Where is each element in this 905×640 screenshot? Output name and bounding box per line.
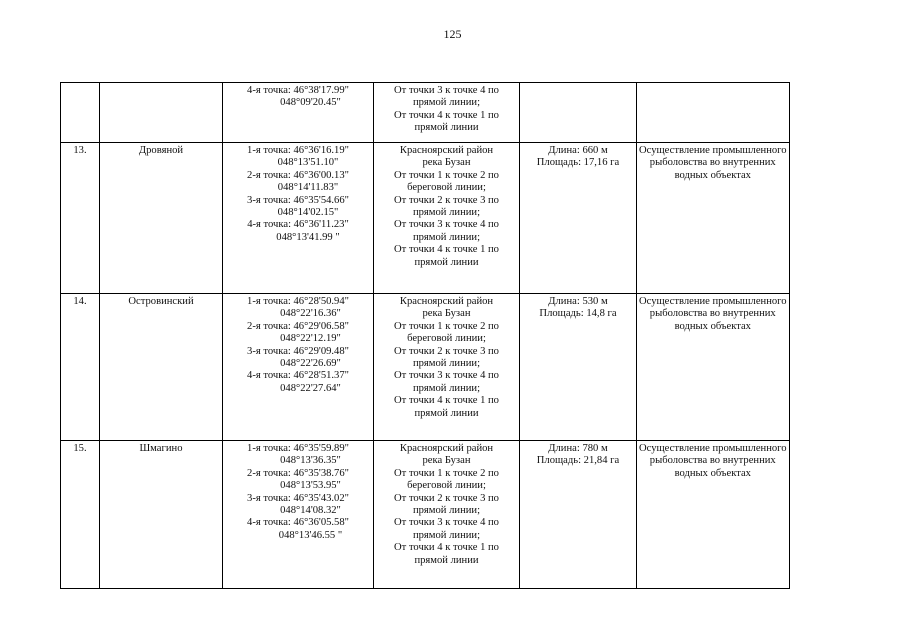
boundary-line: прямой линии;	[412, 382, 481, 394]
size-line: Длина: 780 м	[548, 443, 608, 454]
boundary-line: От точки 3 к точке 4 по	[394, 370, 499, 382]
coordinate-line: 2-я точка: 46°35'38.76"	[247, 467, 349, 479]
purpose-line: рыболовства во внутренних	[649, 455, 776, 467]
boundary-line: Красноярский район	[399, 296, 494, 307]
boundary-line: прямой линии;	[412, 358, 481, 370]
boundary-line: От точки 2 к точке 3 по	[394, 194, 499, 206]
boundary-line: От точки 1 к точке 2 по	[394, 467, 499, 479]
coordinate-line: 048°09'20.45"	[280, 97, 341, 109]
boundary-line: береговой линии;	[407, 333, 486, 345]
cell-coordinates	[223, 294, 374, 441]
purpose-line: рыболовства во внутренних	[649, 157, 776, 169]
cell-coordinates	[223, 143, 374, 294]
boundary-line: От точки 4 к точке 1 по	[394, 395, 499, 407]
coordinate-line: 048°22'26.69"	[280, 358, 341, 370]
purpose-line: Осуществление промышленного	[639, 145, 787, 156]
boundary-line: прямой линии;	[412, 97, 481, 109]
boundary-line: От точки 1 к точке 2 по	[394, 169, 499, 181]
purpose-line: Осуществление промышленного	[639, 296, 787, 307]
boundary-line: прямой линии	[414, 122, 479, 134]
cell-size	[520, 83, 637, 143]
coordinate-line: 048°14'08.32"	[280, 505, 341, 517]
boundary-line: От точки 4 к точке 1 по	[394, 542, 499, 554]
cell-number	[61, 83, 100, 143]
coordinate-line: 4-я точка: 46°36'11.23"	[247, 219, 349, 231]
cell-site-name: Шмагино	[100, 441, 223, 589]
cell-purpose	[637, 294, 790, 441]
boundary-line: Красноярский район	[399, 443, 494, 454]
boundary-line: прямой линии;	[412, 231, 481, 243]
cell-boundary-description	[374, 441, 520, 589]
coordinate-line: 048°14'02.15"	[277, 207, 339, 219]
table-row	[61, 441, 790, 589]
coordinate-line: 2-я точка: 46°29'06.58"	[247, 320, 349, 332]
boundary-line: река Бузан	[422, 157, 471, 169]
boundary-line: От точки 2 к точке 3 по	[394, 345, 499, 357]
boundary-line: прямой линии	[414, 554, 479, 566]
cell-size	[520, 441, 637, 589]
cell-number: 15.	[61, 441, 100, 589]
cell-coordinates	[223, 83, 374, 143]
cell-site-name: Островинский	[100, 294, 223, 441]
boundary-line: прямой линии;	[412, 207, 481, 219]
size-line: Площадь: 14,8 га	[539, 308, 617, 320]
coordinate-line: 1-я точка: 46°28'50.94"	[247, 296, 349, 307]
coordinate-line: 048°22'16.36"	[280, 308, 341, 320]
boundary-line: береговой линии;	[407, 480, 486, 492]
cell-number: 14.	[61, 294, 100, 441]
boundary-line: река Бузан	[422, 308, 471, 320]
coordinate-line: 4-я точка: 46°28'51.37"	[247, 370, 349, 382]
cell-purpose	[637, 441, 790, 589]
coordinate-line: 048°13'41.99 "	[276, 231, 340, 243]
purpose-line: Осуществление промышленного	[639, 443, 787, 454]
boundary-line: береговой линии;	[407, 182, 486, 194]
boundary-line: От точки 4 к точке 1 по	[394, 109, 499, 121]
boundary-line: От точки 3 к точке 4 по	[394, 85, 499, 96]
coordinate-line: 3-я точка: 46°35'43.02"	[247, 492, 349, 504]
coordinate-line: 048°13'46.55 "	[278, 529, 343, 541]
coordinate-line: 048°14'11.83"	[277, 182, 339, 194]
purpose-line: водных объектах	[674, 467, 751, 479]
boundary-line: От точки 2 к точке 3 по	[394, 492, 499, 504]
coordinate-line: 048°13'53.95"	[280, 480, 341, 492]
cell-site-name: Дровяной	[100, 143, 223, 294]
purpose-line: водных объектах	[674, 169, 751, 181]
cell-boundary-description	[374, 143, 520, 294]
purpose-line: водных объектах	[674, 320, 751, 332]
coordinate-line: 048°13'36.35"	[280, 455, 341, 467]
cell-site-name	[100, 83, 223, 143]
boundary-line: От точки 3 к точке 4 по	[394, 517, 499, 529]
coordinate-line: 048°22'27.64"	[280, 382, 341, 394]
coordinate-line: 4-я точка: 46°36'05.58"	[247, 517, 349, 529]
cell-purpose	[637, 83, 790, 143]
cell-purpose	[637, 143, 790, 294]
boundary-line: прямой линии	[414, 407, 479, 419]
size-line: Площадь: 17,16 га	[536, 157, 620, 169]
boundary-line: прямой линии;	[412, 529, 481, 541]
fishing-sites-table	[60, 82, 790, 589]
boundary-line: От точки 4 к точке 1 по	[394, 244, 499, 256]
boundary-line: От точки 3 к точке 4 по	[394, 219, 499, 231]
size-line: Площадь: 21,84 га	[536, 455, 620, 467]
coordinate-line: 1-я точка: 46°36'16.19"	[247, 145, 349, 156]
coordinate-line: 048°13'51.10"	[277, 157, 339, 169]
cell-size	[520, 294, 637, 441]
cell-boundary-description	[374, 294, 520, 441]
coordinate-line: 048°22'12.19"	[280, 333, 341, 345]
coordinate-line: 3-я точка: 46°35'54.66"	[247, 194, 349, 206]
cell-number: 13.	[61, 143, 100, 294]
purpose-line: рыболовства во внутренних	[649, 308, 776, 320]
boundary-line: прямой линии;	[412, 505, 481, 517]
table-row	[61, 83, 790, 143]
coordinate-line: 3-я точка: 46°29'09.48"	[247, 345, 349, 357]
boundary-line: Красноярский район	[399, 145, 494, 156]
coordinate-line: 4-я точка: 46°38'17.99"	[247, 85, 349, 96]
boundary-line: река Бузан	[422, 455, 471, 467]
coordinate-line: 1-я точка: 46°35'59.89"	[247, 443, 349, 454]
boundary-line: прямой линии	[414, 256, 479, 268]
page-number: 125	[443, 27, 462, 41]
table-row	[61, 143, 790, 294]
size-line: Длина: 660 м	[548, 145, 608, 156]
boundary-line: От точки 1 к точке 2 по	[394, 320, 499, 332]
cell-coordinates	[223, 441, 374, 589]
table-row	[61, 294, 790, 441]
cell-boundary-description	[374, 83, 520, 143]
coordinate-line: 2-я точка: 46°36'00.13"	[247, 169, 349, 181]
cell-size	[520, 143, 637, 294]
size-line: Длина: 530 м	[548, 296, 608, 307]
